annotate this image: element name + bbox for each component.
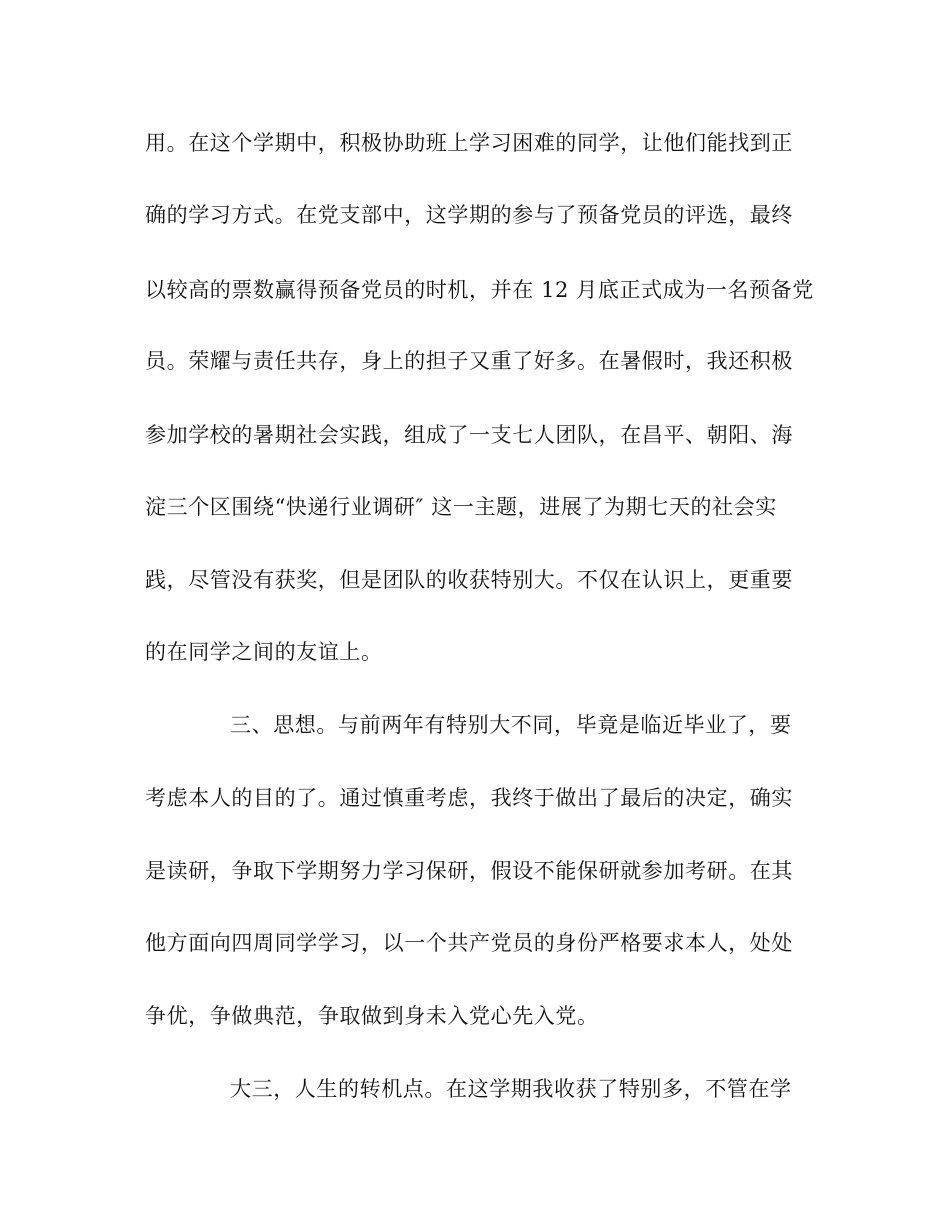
text-line-11: 是读研，争取下学期努力学习保研，假设不能保研就参加考研。在其 (145, 859, 793, 883)
text-line-10: 考虑本人的目的了。通过慎重考虑，我终于做出了最后的决定，确实 (145, 786, 793, 810)
text-line-5: 参加学校的暑期社会实践，组成了一支七人团队，在昌平、朝阳、海 (145, 423, 793, 447)
text-line-4: 员。荣耀与责任共存，身上的担子又重了好多。在暑假时，我还积极 (145, 349, 793, 373)
text-line-2: 确的学习方式。在党支部中，这学期的参与了预备党员的评选，最终 (145, 203, 793, 227)
text-line-1: 用。在这个学期中，积极协助班上学习困难的同学，让他们能找到正 (145, 131, 793, 155)
text-line-3: 以较高的票数赢得预备党员的时机，并在 12 月底正式成为一名预备党 (145, 278, 814, 302)
paragraph-start-line-junior-year: 大三，人生的转机点。在这学期我收获了特别多，不管在学 (230, 1077, 792, 1101)
text-line-12: 他方面向四周同学学习，以一个共产党员的身份严格要求本人，处处 (145, 931, 793, 955)
text-line-7: 践，尽管没有获奖，但是团队的收获特别大。不仅在认识上，更重要 (145, 568, 793, 592)
paragraph-start-line-thinking: 三、思想。与前两年有特别大不同，毕竟是临近毕业了，要 (230, 713, 792, 737)
text-line-6: 淀三个区围绕“快递行业调研″ 这一主题，进展了为期七天的社会实 (145, 495, 777, 519)
text-line-13: 争优，争做典范，争取做到身未入党心先入党。 (145, 1004, 599, 1028)
text-line-8: 的在同学之间的友谊上。 (145, 640, 383, 664)
